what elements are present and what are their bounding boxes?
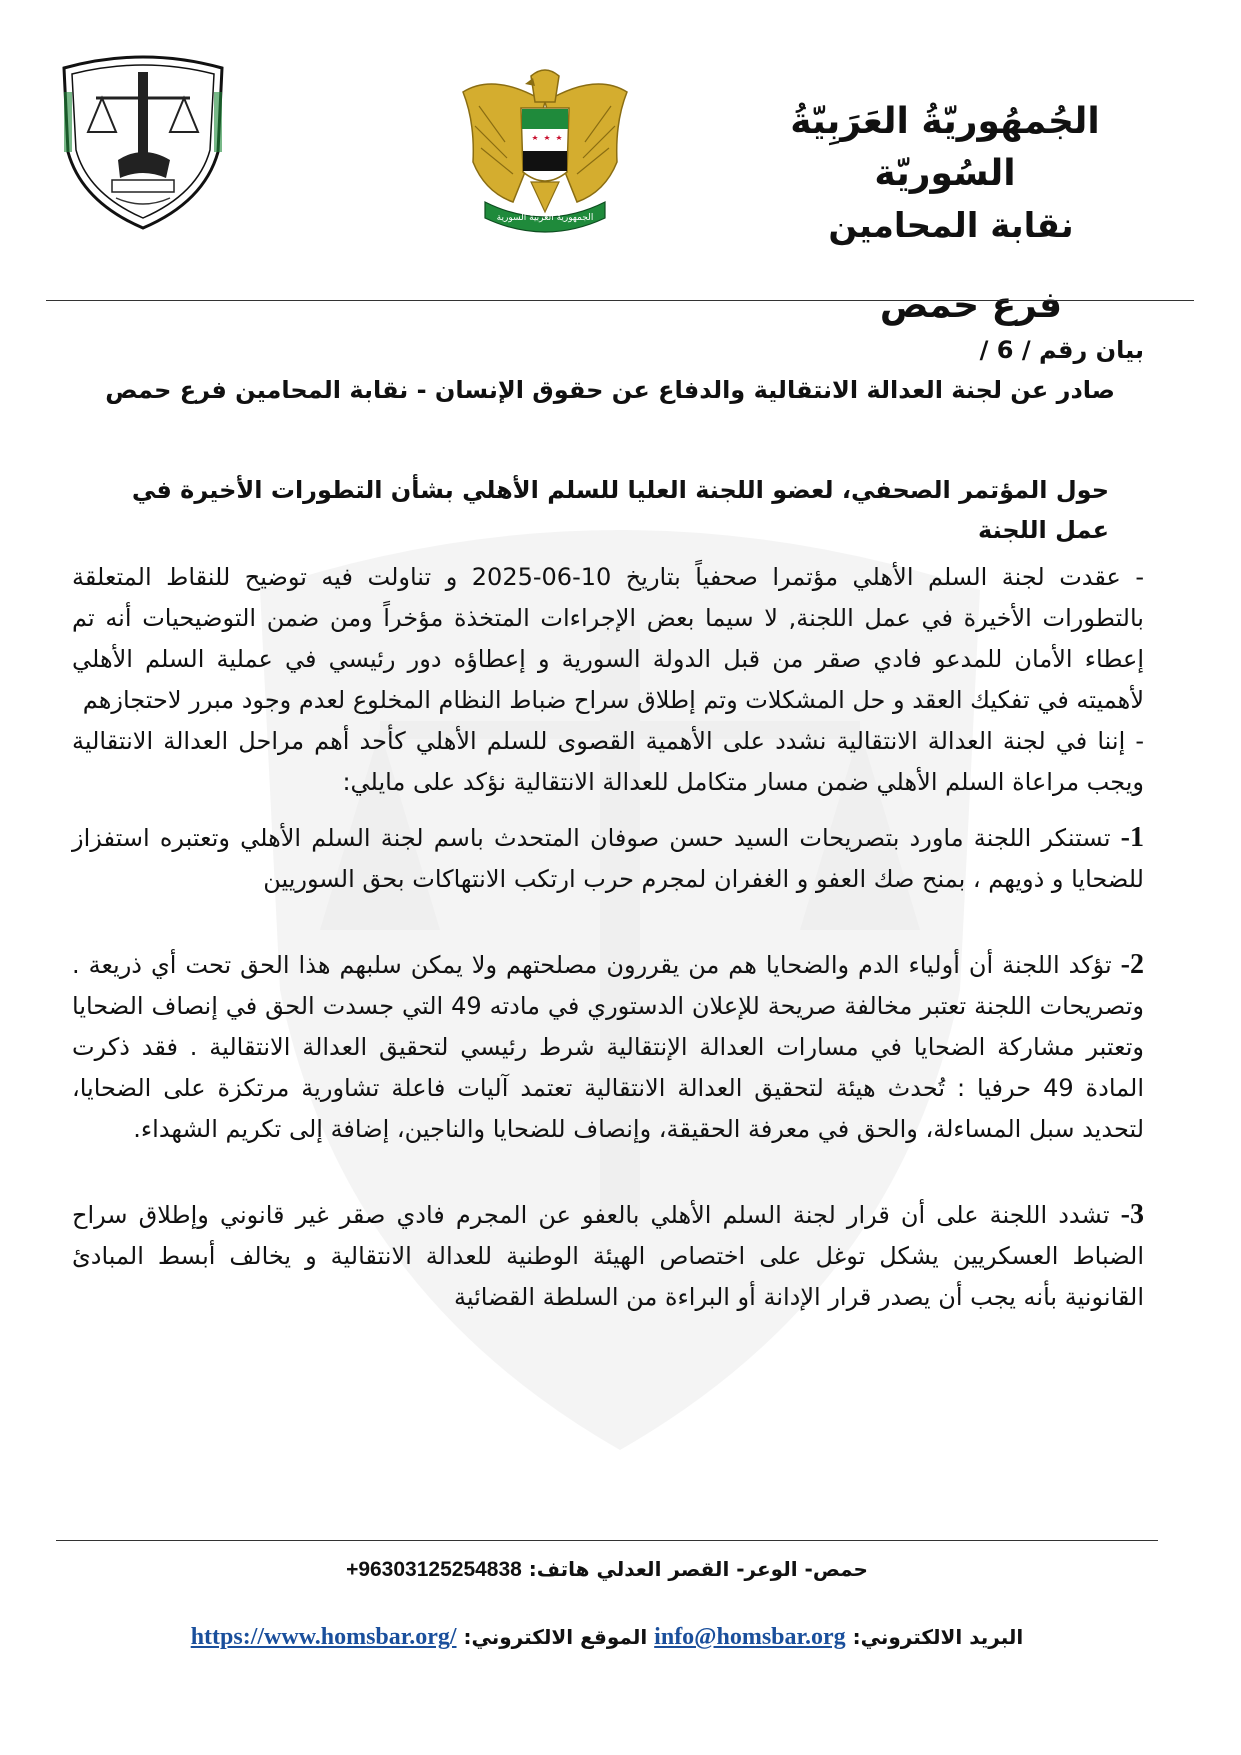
letterhead-titles bbox=[761, 96, 1181, 332]
email-label: البريد الالكتروني: bbox=[845, 1625, 1024, 1649]
statement-body bbox=[72, 557, 1144, 1318]
point-1-number: 1- bbox=[1120, 822, 1144, 853]
footer-contacts bbox=[56, 1624, 1158, 1651]
lawyers-union-shield-icon bbox=[58, 52, 228, 230]
point-3-text: تشدد اللجنة على أن قرار لجنة السلم الأهلي بالعفو عن المجرم فادي صقر غير قانوني وإطلاق سراح الضباط العسكريين يشكل توغل على اختصاص الهيئة الوطنية للعدالة الانتقالية و يخالف أبسط المبادئ القانونية بأنه يجب أن يصدر قرار الإدانة أو البراءة من السلطة القضائية bbox=[72, 1201, 1144, 1311]
header-divider bbox=[46, 300, 1194, 301]
website-link[interactable]: https://www.homsbar.org/ bbox=[190, 1624, 457, 1650]
statement-issuer: صادر عن لجنة العدالة الانتقالية والدفاع عن حقوق الإنسان - نقابة المحامين فرع حمص bbox=[105, 376, 1115, 404]
paragraph-intro: - عقدت لجنة السلم الأهلي مؤتمرا صحفياً بتاريخ 10-06-2025 و تناولت فيه توضيح للنقاط المتعلقة بالتطورات الأخيرة في عمل اللجنة, لا سيما بعض الإجراءات المتخذة مؤخراً ومن ضمن التوضيحيات أنه تم إعطاء الأمان للمدعو فادي صقر من قبل الدولة السورية و إعطاؤه دور رئيسي في عملية السلم الأهلي لأهميته في تفكيك العقد و حل المشكلات وتم إطلاق سراح ضباط النظام المخلوع لعدم وجود مبرر لاحتجازهم bbox=[72, 563, 1144, 714]
footer-address bbox=[56, 1557, 1158, 1582]
point-2-text: تؤكد اللجنة أن أولياء الدم والضحايا هم من يقررون مصلحتهم ولا يمكن سلبهم هذا الحق تحت أي ذريعة . وتصريحات اللجنة تعتبر مخالفة صريحة للإعلان الدستوري في مادته 49 التي جسدت الحق في إنصاف الضحايا وتعتبر مشاركة الضحايا في مسارات العدالة الإنتقالية شرط رئيسي لتحقيق العدالة الانتقالية . فقد ذكرت المادة 49 حرفيا : تُحدث هيئة لتحقيق العدالة الانتقالية تعتمد آليات فاعلة تشاورية مرتكزة على الضحايا، لتحديد سبل المساءلة، والحق في معرفة الحقيقة، وإنصاف للضحايا والناجين، إضافة إلى تكريم الشهداء. bbox=[72, 951, 1144, 1143]
statement-number: بيان رقم / 6 / bbox=[979, 336, 1144, 364]
footer-divider bbox=[56, 1540, 1158, 1541]
syrian-eagle-emblem-icon bbox=[455, 62, 635, 240]
email-link[interactable]: info@homsbar.org bbox=[654, 1624, 846, 1650]
union-name: نقابة المحامين bbox=[828, 206, 1074, 246]
point-3-number: 3- bbox=[1120, 1199, 1144, 1230]
phone-number: +96303125254838 bbox=[346, 1558, 522, 1581]
point-2-number: 2- bbox=[1120, 949, 1144, 980]
point-2 bbox=[72, 944, 1144, 1150]
point-3 bbox=[72, 1194, 1144, 1318]
paragraph-position: - إننا في لجنة العدالة الانتقالية نشدد على الأهمية القصوى للسلم الأهلي كأحد أهم مراحل العدالة الانتقالية ويجب مراعاة السلم الأهلي ضمن مسار متكامل للعدالة الانتقالية نؤكد على مايلي: bbox=[72, 727, 1144, 796]
branch-name: فرع حمص bbox=[879, 285, 1063, 326]
statement-heading bbox=[72, 330, 1144, 410]
statement-topic: حول المؤتمر الصحفي، لعضو اللجنة العليا للسلم الأهلي بشأن التطورات الأخيرة في عمل اللجنة bbox=[131, 476, 1109, 544]
country-name: الجُمهُوريّةُ العَرَبِيّةُ السُوريّة bbox=[790, 101, 1100, 194]
address-text: حمص- الوعر- القصر العدلي هاتف: bbox=[521, 1557, 868, 1581]
point-1-text: تستنكر اللجنة ماورد بتصريحات السيد حسن صوفان المتحدث باسم لجنة السلم الأهلي وتعتبره استفزاز للضحايا و ذويهم ، بمنح صك العفو و الغفران لمجرم حرب ارتكب الانتهاكات بحق السوريين bbox=[72, 824, 1144, 893]
website-label: الموقع الالكتروني: bbox=[456, 1625, 655, 1649]
point-1 bbox=[72, 817, 1144, 900]
emblem-banner-text: الجمهورية العربية السورية bbox=[496, 213, 594, 223]
